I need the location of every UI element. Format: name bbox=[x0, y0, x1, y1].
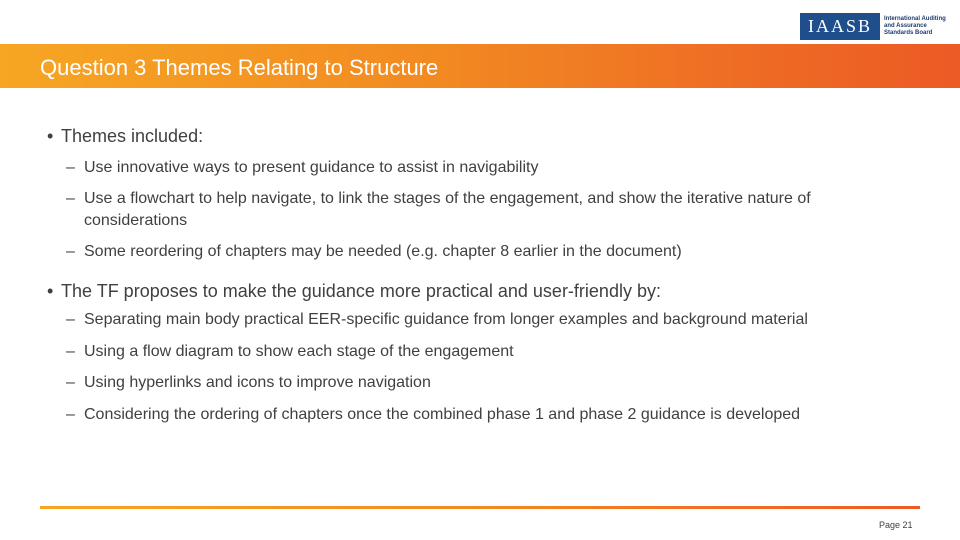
bullet-tf-proposes bbox=[47, 281, 661, 302]
sub-item bbox=[66, 188, 916, 232]
sub-item bbox=[66, 157, 916, 179]
sub-item bbox=[66, 241, 916, 263]
sub-item-text: Using hyperlinks and icons to improve navigation bbox=[84, 374, 431, 391]
sub-item-text: Use innovative ways to present guidance to assist in navigability bbox=[84, 159, 539, 176]
logo-mark: IAASB bbox=[800, 13, 880, 40]
dash-marker: – bbox=[66, 190, 75, 207]
title-bar bbox=[0, 44, 960, 88]
dash-marker: – bbox=[66, 311, 75, 328]
sub-item bbox=[66, 341, 916, 363]
sub-item bbox=[66, 372, 916, 394]
page-number: Page 21 bbox=[879, 520, 913, 530]
dash-marker: – bbox=[66, 343, 75, 360]
bullet-dot: • bbox=[47, 126, 54, 146]
logo-text: International Auditing and Assurance Standards Board bbox=[884, 16, 946, 36]
bullet-dot: • bbox=[47, 281, 54, 301]
dash-marker: – bbox=[66, 406, 75, 423]
sub-item-text: Considering the ordering of chapters once the combined phase 1 and phase 2 guidance is developed bbox=[84, 406, 801, 423]
dash-marker: – bbox=[66, 243, 75, 260]
slide-title: Question 3 Themes Relating to Structure bbox=[40, 55, 439, 80]
sub-item-text: Using a flow diagram to show each stage of the engagement bbox=[84, 343, 514, 360]
dash-marker: – bbox=[66, 159, 75, 176]
footer-divider bbox=[40, 506, 920, 509]
sub-item-text: Use a flowchart to help navigate, to link the stages of the engagement, and show the iterative nature of considerations bbox=[84, 190, 811, 229]
sub-item bbox=[66, 404, 916, 426]
bullet-themes-included bbox=[47, 126, 203, 147]
bullet-text: The TF proposes to make the guidance more practical and user-friendly by: bbox=[61, 281, 661, 301]
dash-marker: – bbox=[66, 374, 75, 391]
sub-item-text: Separating main body practical EER-specific guidance from longer examples and background material bbox=[84, 311, 808, 328]
bullet-text: Themes included: bbox=[61, 126, 204, 146]
iaasb-logo bbox=[800, 13, 956, 40]
sub-item bbox=[66, 309, 916, 331]
sub-item-text: Some reordering of chapters may be needed (e.g. chapter 8 earlier in the document) bbox=[84, 243, 682, 260]
